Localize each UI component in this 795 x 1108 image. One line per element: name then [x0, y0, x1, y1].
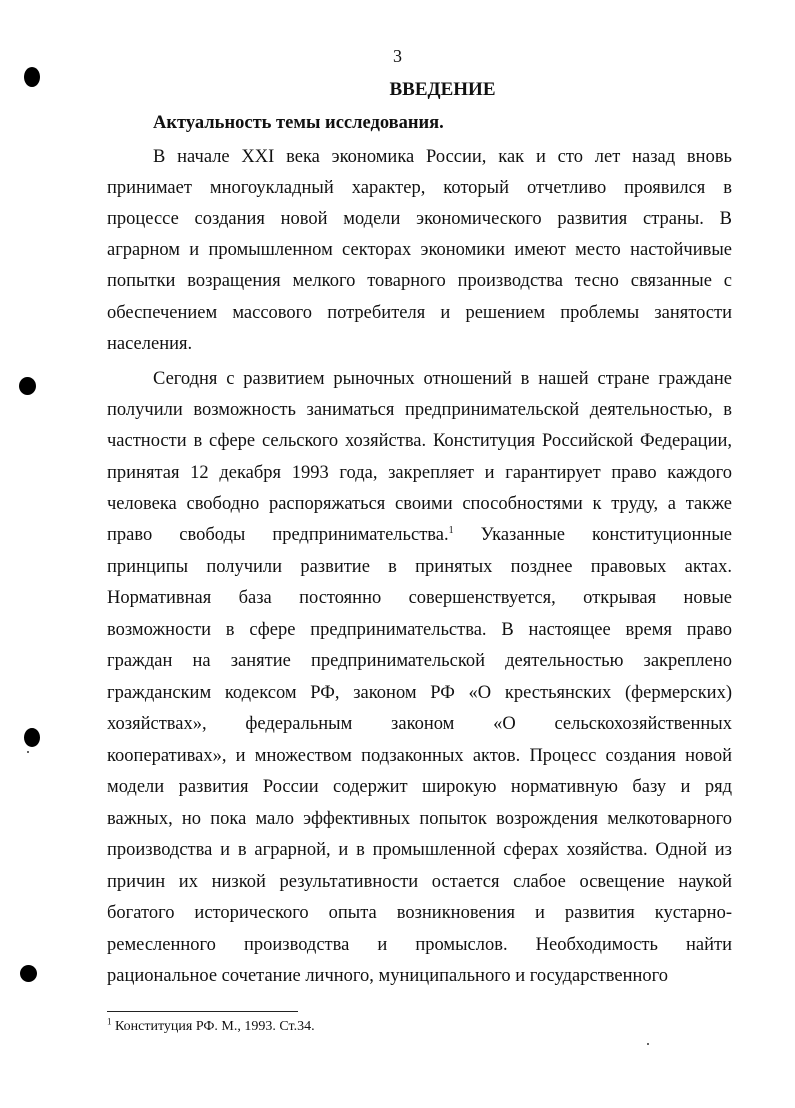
text-line: кооперативах», и множеством подзаконных актов. Процесс создания новой: [107, 746, 732, 766]
page-title: ВВЕДЕНИЕ: [389, 79, 496, 100]
text-line: хозяйствах», федеральным законом «О сельскохозяйственных: [107, 714, 732, 734]
text-line: частности в сфере сельского хозяйства. Конституция Российской Федерации,: [107, 431, 732, 451]
text-line: аграрном и промышленном секторах экономики имеют место настойчивые: [107, 240, 732, 260]
text-line: модели развития России содержит широкую нормативную базу и ряд: [107, 777, 732, 797]
scan-blot: [19, 377, 36, 395]
scan-speck: [27, 751, 29, 753]
text-line: возможности в сфере предпринимательства. В настоящее время право: [107, 620, 732, 640]
text-line: причин их низкой результативности остается слабое освещение наукой: [107, 872, 732, 892]
scan-blot: [20, 965, 37, 982]
text-line: принятая 12 декабря 1993 года, закрепляет и гарантирует право каждого: [107, 463, 732, 483]
scan-speck: [647, 1043, 649, 1045]
text-line: обеспечением массового потребителя и решением проблемы занятости: [107, 303, 732, 323]
text-line: населения.: [107, 334, 193, 354]
text-line: Нормативная база постоянно совершенствуется, открывая новые: [107, 588, 732, 608]
text-line-with-footnote: [107, 524, 732, 546]
text-line: принимает многоукладный характер, который отчетливо проявился в: [107, 178, 732, 198]
scan-blot: [24, 67, 40, 87]
text-line: попытки возращения мелкого товарного производства тесно связанные с: [107, 271, 732, 291]
text-fragment: Указанные конституционные: [453, 525, 732, 545]
page-number: 3: [393, 46, 402, 66]
footnote-divider: [107, 1011, 298, 1012]
text-line: В начале XXI века экономика России, как и сто лет назад вновь: [153, 147, 732, 167]
text-line: ремесленного производства и промыслов. Необходимость найти: [107, 935, 732, 955]
footnote-mark: 1: [107, 1016, 112, 1027]
section-heading: Актуальность темы исследования.: [153, 113, 444, 133]
text-line: гражданским кодексом РФ, законом РФ «О крестьянских (фермерских): [107, 683, 732, 703]
text-line: рациональное сочетание личного, муниципального и государственного: [107, 966, 669, 986]
text-line: важных, но пока мало эффективных попыток возрождения мелкотоварного: [107, 809, 732, 829]
text-line: граждан на занятие предпринимательской деятельностью закреплено: [107, 651, 732, 671]
text-line: принципы получили развитие в принятых позднее правовых актах.: [107, 557, 732, 577]
scan-blot: [24, 728, 40, 747]
footnote: [107, 1016, 315, 1035]
footnote-text: Конституция РФ. М., 1993. Ст.34.: [111, 1019, 315, 1034]
text-fragment: право свободы предпринимательства.: [107, 525, 449, 545]
text-line: процессе создания новой модели экономического развития страны. В: [107, 209, 732, 229]
text-line: Сегодня с развитием рыночных отношений в нашей стране граждане: [153, 369, 732, 389]
footnote-reference: 1: [448, 524, 454, 536]
text-line: человека свободно распоряжаться своими способностями к труду, а также: [107, 494, 732, 514]
text-line: производства и в аграрной, и в промышленной сферах хозяйства. Одной из: [107, 840, 732, 860]
text-line: получили возможность заниматься предпринимательской деятельностью, в: [107, 400, 732, 420]
text-line: богатого исторического опыта возникновения и развития кустарно-: [107, 903, 732, 923]
